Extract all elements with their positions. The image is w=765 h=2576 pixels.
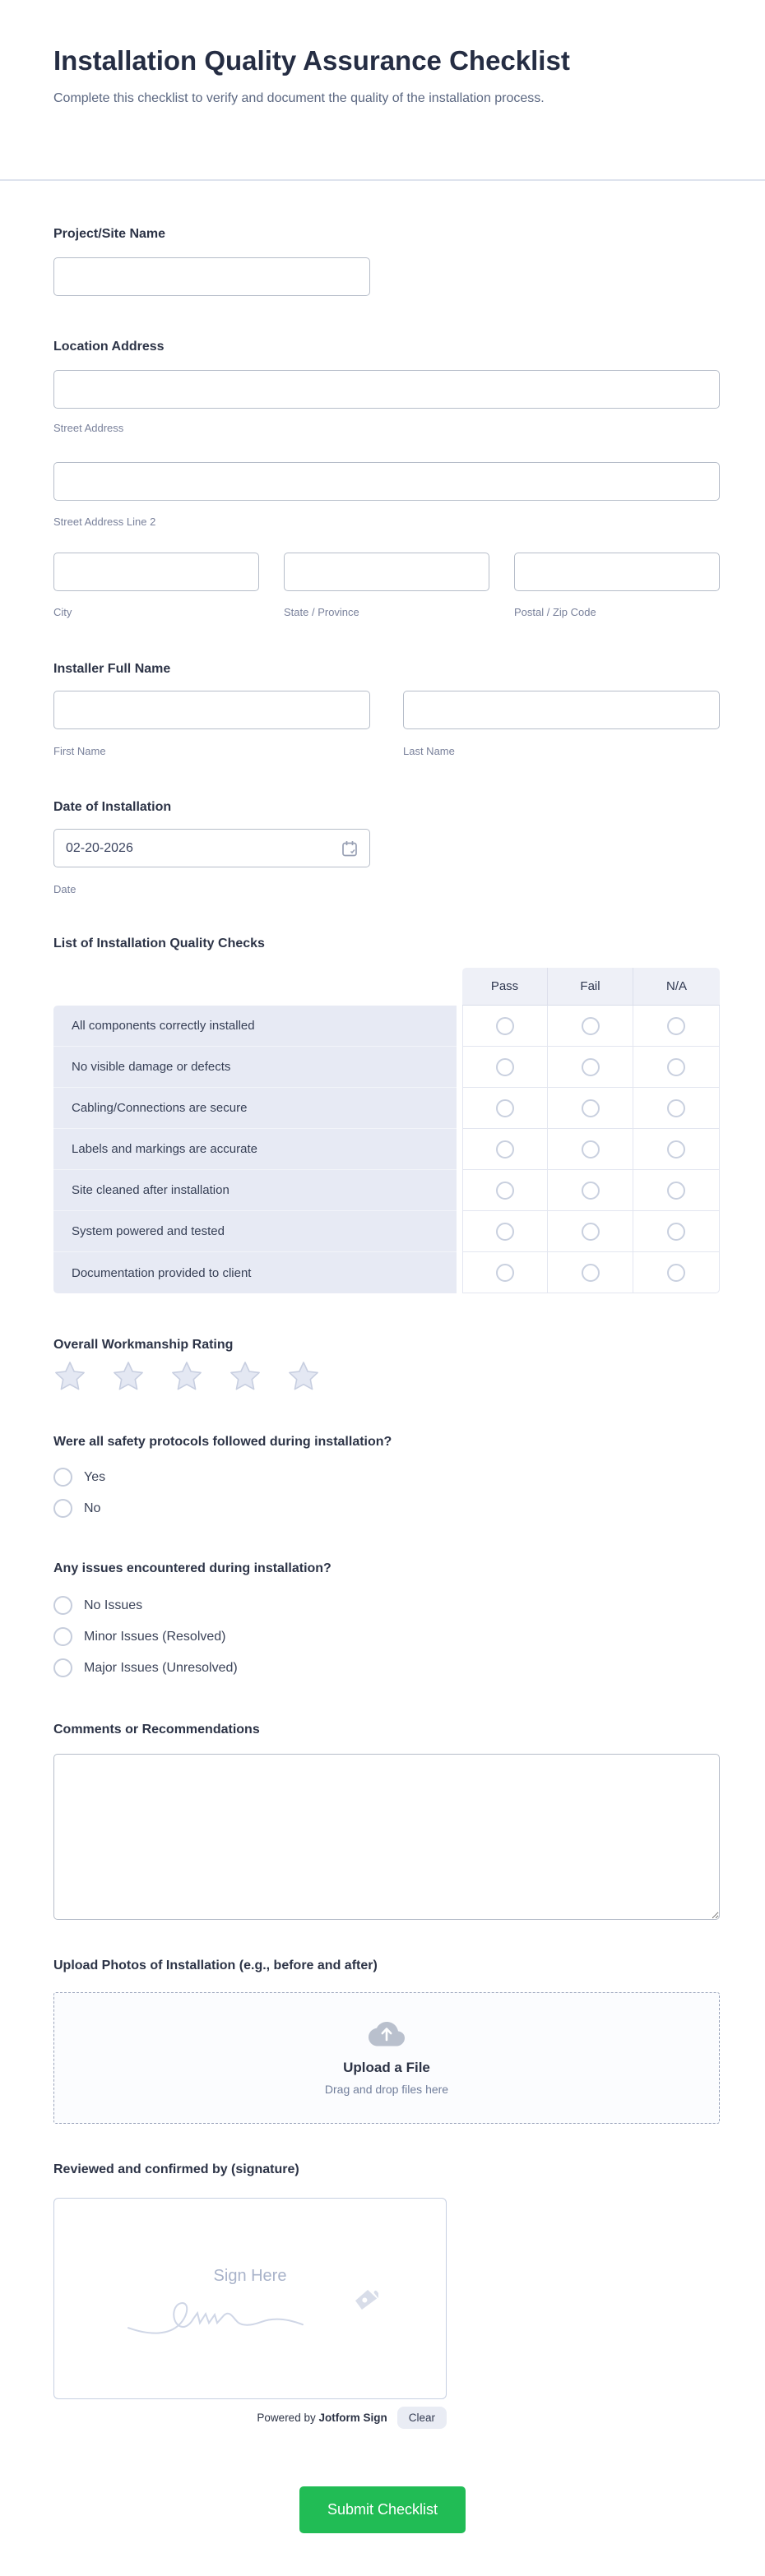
matrix-gutter <box>457 1047 462 1088</box>
date-of-installation-field <box>53 798 720 896</box>
field-label: Location Address <box>53 340 165 354</box>
matrix-cell-pass[interactable] <box>462 1170 548 1211</box>
signature-pad[interactable] <box>53 2198 447 2399</box>
matrix-column-header: Fail <box>548 968 633 1006</box>
powered-by-prefix: Powered by <box>257 2412 316 2424</box>
field-label: Comments or Recommendations <box>53 1723 260 1737</box>
issues-options <box>53 1596 720 1677</box>
sign-here-text: Sign Here <box>213 2266 287 2285</box>
radio-option-label: No <box>84 1501 101 1515</box>
postal-zip-sublabel: Postal / Zip Code <box>514 606 596 618</box>
street-address-input[interactable] <box>53 370 720 409</box>
radio-icon[interactable] <box>53 1499 72 1518</box>
radio-option[interactable] <box>53 1468 720 1487</box>
matrix-row-label: Labels and markings are accurate <box>53 1129 457 1170</box>
matrix-cell-fail[interactable] <box>548 1047 633 1088</box>
header-divider <box>0 179 765 181</box>
quality-checks-table <box>53 968 720 1293</box>
postal-col <box>514 553 720 619</box>
signature-squiggle <box>127 2292 332 2334</box>
radio-icon[interactable] <box>667 1264 685 1282</box>
calendar-check-icon[interactable] <box>341 839 359 862</box>
matrix-cell-na[interactable] <box>633 1252 720 1293</box>
matrix-row-label: All components correctly installed <box>53 1006 457 1047</box>
radio-option-label: No Issues <box>84 1598 143 1612</box>
field-label: Project/Site Name <box>53 227 166 241</box>
matrix-cell-na[interactable] <box>633 1170 720 1211</box>
radio-option-label: Yes <box>84 1470 106 1484</box>
date-input[interactable] <box>53 829 370 867</box>
radio-icon[interactable] <box>667 1017 685 1035</box>
matrix-cell-fail[interactable] <box>548 1006 633 1047</box>
street-address-line2-input[interactable] <box>53 462 720 501</box>
matrix-gutter <box>457 1170 462 1211</box>
radio-option[interactable] <box>53 1596 720 1615</box>
matrix-gutter <box>457 1006 462 1047</box>
radio-option-label: Minor Issues (Resolved) <box>84 1630 226 1644</box>
matrix-row-label: Documentation provided to client <box>53 1252 457 1293</box>
matrix-cell-pass[interactable] <box>462 1088 548 1129</box>
matrix-row-label: Cabling/Connections are secure <box>53 1088 457 1129</box>
radio-option-label: Major Issues (Unresolved) <box>84 1661 238 1675</box>
radio-icon[interactable] <box>667 1223 685 1241</box>
matrix-cell-fail[interactable] <box>548 1129 633 1170</box>
submit-row <box>0 2486 765 2533</box>
radio-icon[interactable] <box>582 1140 600 1159</box>
field-label: List of Installation Quality Checks <box>53 937 265 950</box>
issues-field <box>53 1560 720 1690</box>
radio-icon[interactable] <box>496 1058 514 1076</box>
last-name-col <box>403 691 720 758</box>
signature-placeholder <box>127 2260 373 2334</box>
page-title: Installation Quality Assurance Checklist <box>53 45 570 76</box>
matrix-corner-cell <box>53 968 457 1006</box>
matrix-cell-na[interactable] <box>633 1006 720 1047</box>
matrix-gutter <box>457 1129 462 1170</box>
radio-icon[interactable] <box>53 1596 72 1615</box>
field-label: Installer Full Name <box>53 662 171 676</box>
matrix-column-header: Pass <box>462 968 548 1006</box>
city-sublabel: City <box>53 606 72 618</box>
field-label: Any issues encountered during installation? <box>53 1561 332 1575</box>
matrix-cell-fail[interactable] <box>548 1170 633 1211</box>
radio-icon[interactable] <box>667 1140 685 1159</box>
matrix-cell-pass[interactable] <box>462 1047 548 1088</box>
field-label: Were all safety protocols followed during installation? <box>53 1435 392 1449</box>
form-subtitle: Complete this checklist to verify and document the quality of the installation process. <box>53 91 545 105</box>
comments-field <box>53 1721 720 1920</box>
first-name-col <box>53 691 370 758</box>
state-province-sublabel: State / Province <box>284 606 359 618</box>
radio-option[interactable] <box>53 1658 720 1677</box>
comments-textarea[interactable] <box>53 1754 720 1920</box>
field-label: Upload Photos of Installation (e.g., before and after) <box>53 1959 378 1972</box>
star-icon[interactable] <box>170 1362 203 1393</box>
radio-icon[interactable] <box>496 1182 514 1200</box>
state-col <box>284 553 489 619</box>
star-icon[interactable] <box>287 1362 320 1393</box>
city-state-zip-row <box>53 553 720 619</box>
street-address-line2-sublabel: Street Address Line 2 <box>53 516 156 528</box>
last-name-sublabel: Last Name <box>403 745 455 757</box>
matrix-cell-pass[interactable] <box>462 1006 548 1047</box>
clear-signature-button[interactable]: Clear <box>397 2407 447 2429</box>
radio-icon[interactable] <box>496 1099 514 1117</box>
matrix-cell-pass[interactable] <box>462 1211 548 1252</box>
radio-icon[interactable] <box>496 1223 514 1241</box>
upload-field <box>53 1957 720 2124</box>
submit-button[interactable]: Submit Checklist <box>299 2486 466 2533</box>
matrix-cell-na[interactable] <box>633 1211 720 1252</box>
field-label: Date of Installation <box>53 800 172 814</box>
radio-icon[interactable] <box>582 1017 600 1035</box>
matrix-gutter <box>457 1088 462 1129</box>
date-sublabel: Date <box>53 883 76 895</box>
radio-option[interactable] <box>53 1499 720 1518</box>
location-address-field <box>53 338 720 619</box>
signature-field <box>53 2161 720 2429</box>
workmanship-rating-field <box>53 1336 720 1393</box>
matrix-row-label: Site cleaned after installation <box>53 1170 457 1211</box>
radio-icon[interactable] <box>582 1223 600 1241</box>
star-icon[interactable] <box>229 1362 262 1393</box>
radio-icon[interactable] <box>53 1627 72 1646</box>
powered-by-brand: Jotform Sign <box>318 2412 387 2424</box>
project-site-name-input[interactable] <box>53 257 370 296</box>
radio-icon[interactable] <box>496 1264 514 1282</box>
matrix-cell-na[interactable] <box>633 1129 720 1170</box>
radio-icon[interactable] <box>496 1017 514 1035</box>
upload-hint: Drag and drop files here <box>324 2083 449 2096</box>
matrix-row-label: No visible damage or defects <box>53 1047 457 1088</box>
city-input[interactable] <box>53 553 259 591</box>
postal-zip-input[interactable] <box>514 553 720 591</box>
radio-icon[interactable] <box>667 1099 685 1117</box>
field-label: Overall Workmanship Rating <box>53 1338 234 1352</box>
matrix-cell-na[interactable] <box>633 1088 720 1129</box>
first-name-input[interactable] <box>53 691 370 729</box>
matrix-cell-fail[interactable] <box>548 1211 633 1252</box>
matrix-gutter <box>457 1252 462 1293</box>
radio-icon[interactable] <box>53 1658 72 1677</box>
upload-button-text: Upload a File <box>343 2060 430 2075</box>
star-rating <box>53 1362 720 1393</box>
radio-option[interactable] <box>53 1627 720 1646</box>
project-site-name-field <box>53 225 720 296</box>
radio-icon[interactable] <box>496 1140 514 1159</box>
radio-icon[interactable] <box>667 1182 685 1200</box>
radio-icon[interactable] <box>582 1182 600 1200</box>
matrix-cell-fail[interactable] <box>548 1088 633 1129</box>
name-row <box>53 691 720 758</box>
star-icon[interactable] <box>112 1362 145 1393</box>
matrix-gutter <box>457 968 462 1006</box>
radio-icon[interactable] <box>53 1468 72 1487</box>
radio-icon[interactable] <box>582 1099 600 1117</box>
installer-name-field <box>53 660 720 758</box>
state-province-input[interactable] <box>284 553 489 591</box>
upload-cloud-icon <box>368 2020 406 2051</box>
street-address-sublabel: Street Address <box>53 422 124 434</box>
last-name-input[interactable] <box>403 691 720 729</box>
safety-options <box>53 1468 720 1518</box>
matrix-cell-fail[interactable] <box>548 1252 633 1293</box>
city-col <box>53 553 259 619</box>
first-name-sublabel: First Name <box>53 745 106 757</box>
star-icon[interactable] <box>53 1362 86 1393</box>
matrix-cell-na[interactable] <box>633 1047 720 1088</box>
matrix-column-header: N/A <box>633 968 720 1006</box>
powered-by-text <box>257 2412 387 2424</box>
safety-protocols-field <box>53 1433 720 1530</box>
matrix-gutter <box>457 1211 462 1252</box>
radio-icon[interactable] <box>667 1058 685 1076</box>
pen-nib-icon <box>349 2287 378 2319</box>
radio-icon[interactable] <box>582 1058 600 1076</box>
file-dropzone[interactable] <box>53 1992 720 2124</box>
matrix-row-label: System powered and tested <box>53 1211 457 1252</box>
quality-checks-field <box>53 935 720 1293</box>
matrix-cell-pass[interactable] <box>462 1129 548 1170</box>
radio-icon[interactable] <box>582 1264 600 1282</box>
field-label: Reviewed and confirmed by (signature) <box>53 2162 299 2176</box>
matrix-cell-pass[interactable] <box>462 1252 548 1293</box>
date-input-wrap <box>53 829 370 867</box>
signature-footer <box>53 2407 447 2429</box>
